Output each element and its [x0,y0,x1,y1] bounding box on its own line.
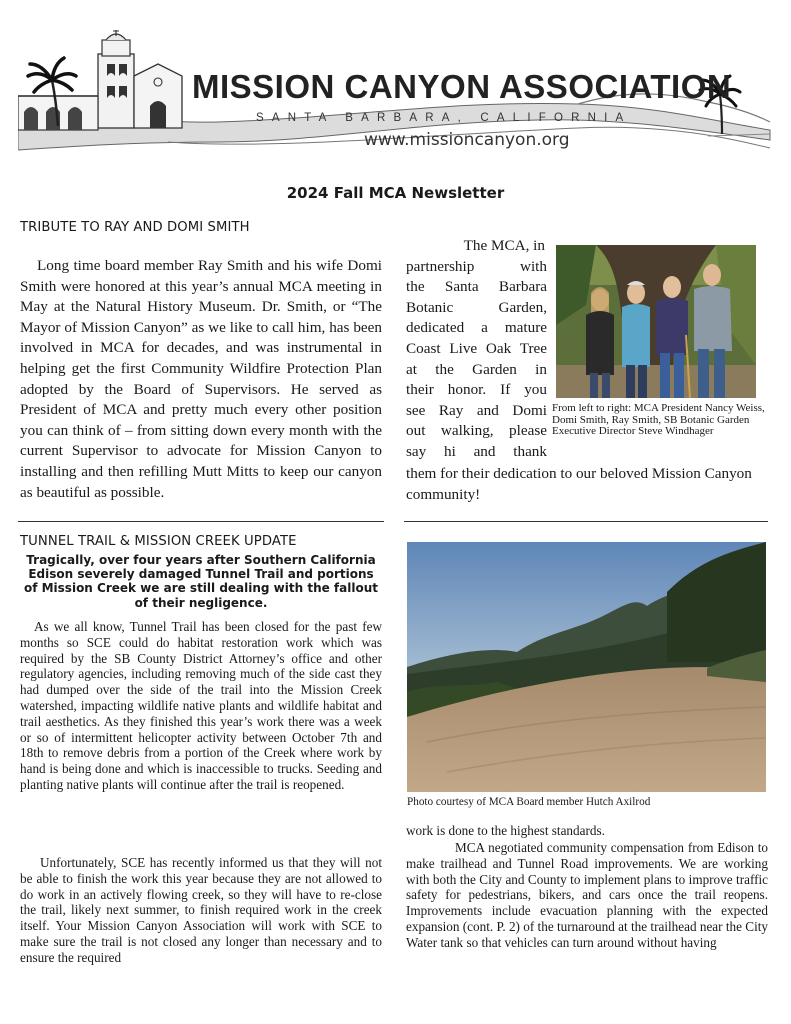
text-line: The MCA, in [463,237,545,254]
text-line: dedicated a mature [406,319,547,337]
honorees-photo [556,245,756,398]
tribute-paragraph-2-lines [406,236,547,463]
masthead [18,30,778,160]
tribute-paragraph-2-end: them for their dedication to our beloved Mission Canyon community! [406,465,752,503]
tunnel-trail-photo [407,542,766,792]
text-line: say hi and thank [406,442,547,460]
trail-landscape-illustration [407,542,766,792]
group-photo-illustration [556,245,756,398]
section-divider [404,521,768,522]
tunnel-paragraph-2: Unfortunately, SCE has recently informed us that they will not be able to finish the work this year because they are not allowed to do work in an actively flowing creek, so they will have to re-close the trail, likely next summer, to finish required work in the creek itself. Your Mission Canyon Association will work with SCE to make sure the trail is not closed any longer than necessary and to ensure the required [20,855,382,965]
text-line: Coast Live Oak Tree [406,339,547,357]
organization-location: SANTA BARBARA, CALIFORNIA [256,112,632,124]
organization-name: MISSION CANYON ASSOCIATION [192,68,732,105]
tribute-paragraph-1: Long time board member Ray Smith and his wife Domi Smith were honored at this year’s annual MCA meeting in May at the Natural History Museum. Dr. Smith, or “The Mayor of Mission Canyon” as we like to call him, has been involved in MCA for decades, and was instrumental in helping get the first Community Wildfire Protection Plan adopted by the Board of Supervisors. He served as President of MCA and pretty much every other position you can think of – from sitting down every month with the current Supervisor to advocate for Mission Canyon to installing and then refilling Mutt Mitts to keep our canyon as beautiful as possible. [20,257,382,501]
tribute-heading: TRIBUTE TO RAY AND DOMI SMITH [20,220,250,235]
tunnel-paragraph-2-continued: work is done to the highest standards. [406,823,605,838]
text-line: partnership with [406,257,547,275]
section-divider [18,521,384,522]
text-line: out walking, please [406,422,547,440]
tunnel-paragraph-1: As we all know, Tunnel Trail has been closed for the past few months so SCE could do habitat restoration work which was required by the SB County District Attorney’s office and other regulatory agencies, including removing much of the side cast they had dumped over the side of the trail into the Mission Creek watershed, impacting wildlife native plants and wildlife habitat and trail aesthetics. As they finished this year’s work there was a week or so of intermittent helicopter activity between October 7th and 18th to remove debris from a portion of the Creek where work by hand is being done and which is inaccessible to trucks. Seeding and planting native plants will continue after the trail is reopened. [20,619,382,792]
text-line: see Ray and Domi [406,401,547,419]
text-line: Botanic Garden, [406,298,547,316]
text-line: at the Garden in [406,360,547,378]
trail-photo-caption: Photo courtesy of MCA Board member Hutch Axilrod [407,796,651,808]
honorees-photo-caption: From left to right: MCA President Nancy Weiss, Domi Smith, Ray Smith, SB Botanic Garden Executive Director Steve Windhager [552,402,765,438]
tunnel-subheading: Tragically, over four years after Southern California Edison severely damaged Tunnel Trail and portions of Mission Creek we are still dealing with the fallout of their negligence. [23,553,379,610]
tunnel-heading: TUNNEL TRAIL & MISSION CREEK UPDATE [20,534,297,549]
issue-title: 2024 Fall MCA Newsletter [286,184,505,202]
text-line: the Santa Barbara [406,278,547,296]
tunnel-paragraph-3: MCA negotiated community compensation from Edison to make trailhead and Tunnel Road improvements. We are working with both the City and County to implement plans to improve traffic safety for pedestrians, bikers, and cars once the trail reopens. Improvements include evacuation planning with the expected expansion (cont. P. 2) of the turnaround at the trailhead near the City Water tank so that vehicles can turn around without having [406,840,768,950]
organization-website: www.missioncanyon.org [364,130,570,150]
text-line: their honor. If you [406,381,547,399]
